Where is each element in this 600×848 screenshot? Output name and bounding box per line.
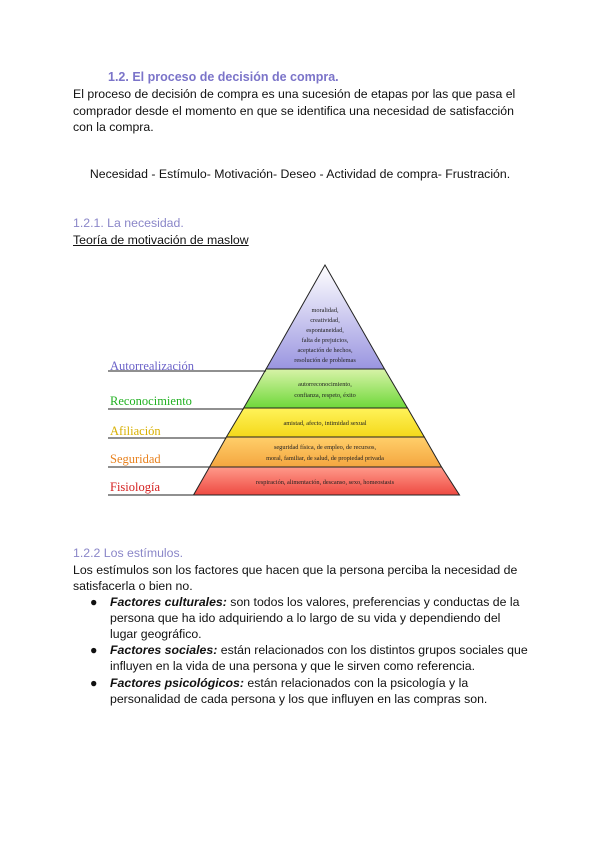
factor-term: Factores psicológicos: [110,675,244,690]
tier-text-line: confianza, respeto, éxito [294,392,356,399]
maslow-theory-link: Teoría de motivación de maslow [73,233,249,247]
tier-text-line: moralidad, [311,307,339,314]
pyramid-label-self-actualization: Autorrealización [110,359,194,373]
bullet-icon: ● [90,595,98,609]
stimuli-factor-list [90,595,530,709]
tier-text-line: amistad, afecto, intimidad sexual [283,420,367,427]
list-item [90,595,530,642]
factor-description: están relacionados con la psicología y la personalidad de cada persona y los que influyen en las compras son. [110,675,488,706]
pyramid-label-safety: Seguridad [110,452,161,466]
factor-description: están relacionados con los distintos grupos sociales que influyen en la vida de una persona y que le sirven como referencia. [110,643,528,674]
tier-text-line: espontaneidad, [306,327,344,334]
tier-text-line: autorreconocimiento, [298,381,352,388]
pyramid-tier-esteem [244,369,408,408]
intro-paragraph: El proceso de decisión de compra es una sucesión de etapas por las que pasa el comprador desde el momento en que se identifica una necesidad de satisfacción con la compra. [73,87,516,134]
need-heading: 1.2.1. La necesidad. [73,216,184,230]
list-item [90,643,530,675]
pyramid-label-esteem: Reconocimiento [110,394,192,408]
factor-term: Factores sociales: [110,643,218,658]
tier-text-line: creatividad, [310,317,340,324]
tier-text-line: aceptación de hechos, [297,347,353,354]
pyramid-tier-safety [210,437,442,467]
tier-text-line: seguridad física, de empleo, de recursos, [273,444,377,451]
factor-term: Factores culturales: [110,595,227,609]
tier-text-line: moral, familiar, de salud, de propiedad privada [266,455,384,462]
stages-sequence: Necesidad - Estímulo- Motivación- Deseo - Actividad de compra- Frustración. [89,167,511,181]
tier-text-line: falta de prejuicios, [301,337,349,344]
stimuli-intro: Los estímulos son los factores que hacen que la persona perciba la necesidad de satisfacerla o bien no. [73,563,518,593]
factor-description: son todos los valores, preferencias y conductas de la persona que ha ido adquiriendo a lo largo de su vida y dependiendo del lugar geográfico. [110,595,520,641]
pyramid-label-belonging: Afiliación [110,424,161,438]
stimuli-heading: 1.2.2 Los estímulos. [73,546,184,560]
tier-text-line: respiración, alimentación, descanso, sexo, homeostasis [255,479,395,486]
maslow-pyramid-diagram [0,255,600,505]
pyramid-label-physiological: Fisiología [110,480,161,494]
list-item [90,676,530,708]
bullet-icon: ● [90,675,98,690]
section-title: 1.2. El proceso de decisión de compra. [108,70,339,84]
bullet-icon: ● [90,643,98,658]
tier-text-line: resolución de problemas [294,357,356,364]
